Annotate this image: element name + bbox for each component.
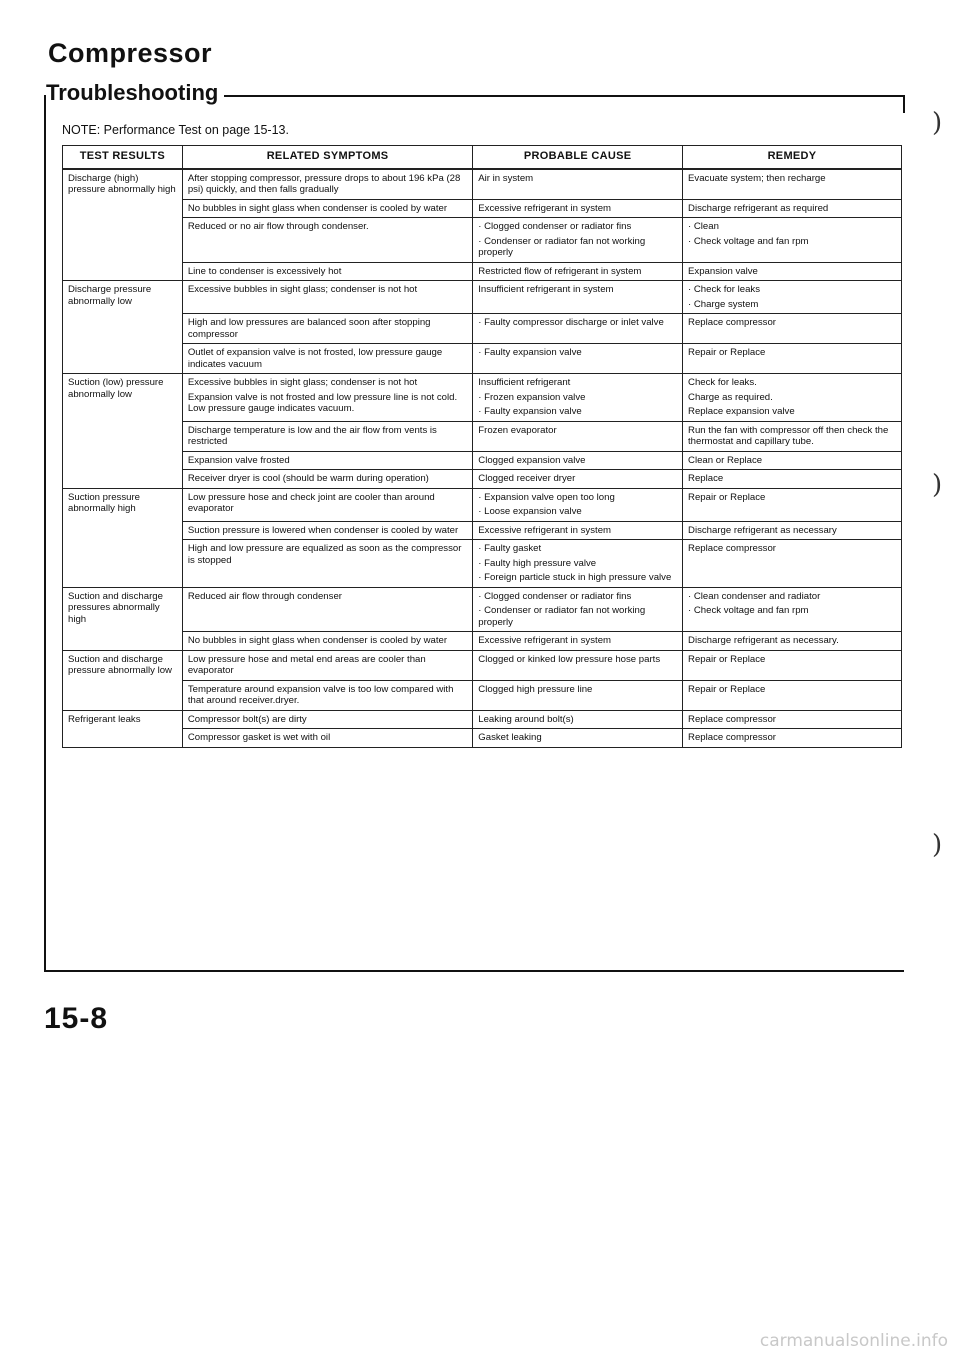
cell-line: Replace compressor [688, 713, 776, 725]
cell-line: Frozen evaporator [478, 424, 557, 436]
cell-line: · Faulty high pressure valve [478, 557, 597, 569]
remedy-cell [683, 650, 902, 680]
cause-cell [473, 344, 683, 374]
symptom-cell [182, 729, 472, 748]
cell-line: After stopping compressor, pressure drops to about 196 kPa (28 psi) quickly, and then falls gradually [187, 172, 461, 195]
cell-line: Clogged expansion valve [478, 454, 586, 466]
cell-line: High and low pressures are balanced soon after stopping compressor [187, 317, 431, 340]
cause-cell [473, 540, 683, 588]
table-row [63, 650, 902, 680]
cell-line: No bubbles in sight glass when condenser is cooled by water [187, 635, 448, 646]
symptom-cell [182, 199, 472, 218]
remedy-cell [683, 169, 902, 200]
cell-line: Excessive refrigerant in system [478, 202, 612, 214]
remedy-cell [683, 218, 902, 263]
symptom-cell [182, 470, 472, 489]
cell-line: Evacuate system; then recharge [688, 172, 826, 184]
cell-line: Compressor bolt(s) are dirty [187, 713, 307, 725]
remedy-cell [683, 587, 902, 632]
test-result-cell: Suction and discharge pressures abnormally high [63, 587, 183, 650]
test-result-cell: Discharge (high) pressure abnormally high [63, 169, 183, 281]
cell-line: · Condenser or radiator fan not working properly [478, 605, 646, 628]
table-row [63, 281, 902, 314]
binding-mark: ) [932, 108, 943, 138]
cause-cell [473, 262, 683, 281]
cell-line: Reduced or no air flow through condenser. [187, 221, 369, 232]
symptom-cell [182, 421, 472, 451]
binding-mark: ) [932, 830, 943, 860]
cell-line: Discharge refrigerant as required [688, 202, 829, 214]
cell-line: Excessive refrigerant in system [478, 524, 612, 536]
cell-line: Reduced air flow through condenser [187, 590, 342, 602]
binding-mark: ) [932, 470, 943, 500]
cell-line: · Check voltage and fan rpm [688, 605, 809, 616]
cell-line: High and low pressure are equalized as soon as the compressor is stopped [187, 543, 462, 566]
table-row [63, 169, 902, 200]
cell-line: · Check for leaks [688, 284, 760, 295]
remedy-cell [683, 314, 902, 344]
cell-line: Clean or Replace [688, 454, 763, 466]
table-row [63, 521, 902, 540]
symptom-cell [182, 632, 472, 651]
section-rule-left [44, 95, 46, 970]
table-header-row [63, 146, 902, 169]
remedy-cell [683, 680, 902, 710]
symptom-cell [182, 262, 472, 281]
cell-line: · Check voltage and fan rpm [688, 235, 809, 247]
header-probable-cause: PROBABLE CAUSE [473, 146, 683, 169]
cell-line: · Faulty compressor discharge or inlet valve [478, 317, 664, 328]
cell-line: Replace compressor [688, 732, 776, 743]
cell-line: Replace [688, 473, 724, 484]
header-test-results: TEST RESULTS [63, 146, 183, 169]
table-row [63, 262, 902, 281]
cell-line: Clogged high pressure line [478, 683, 593, 695]
cause-cell [473, 729, 683, 748]
remedy-cell [683, 540, 902, 588]
table-body [63, 169, 902, 748]
cell-line: Repair or Replace [688, 683, 766, 695]
cause-cell [473, 199, 683, 218]
remedy-cell [683, 470, 902, 489]
table-row [63, 470, 902, 489]
cell-line: · Clean [688, 221, 719, 232]
remedy-cell [683, 199, 902, 218]
troubleshooting-table [62, 145, 902, 748]
cause-cell [473, 587, 683, 632]
cell-line: Line to condenser is excessively hot [187, 265, 342, 277]
cell-line: Expansion valve frosted [187, 454, 290, 466]
table-row [63, 587, 902, 632]
cell-line: · Clean condenser and radiator [688, 590, 821, 602]
symptom-cell [182, 451, 472, 470]
remedy-cell [683, 632, 902, 651]
table-row [63, 540, 902, 588]
cell-line: · Frozen expansion valve [478, 391, 586, 403]
cell-line: Restricted flow of refrigerant in system [478, 265, 642, 277]
cell-line: Insufficient refrigerant [478, 377, 571, 388]
table-row [63, 421, 902, 451]
symptom-cell [182, 521, 472, 540]
symptom-cell [182, 540, 472, 588]
cell-line: Repair or Replace [688, 347, 766, 358]
cell-line: · Condenser or radiator fan not working properly [478, 235, 646, 258]
section-rule-bottom [44, 970, 904, 972]
test-result-cell: Suction (low) pressure abnormally low [63, 374, 183, 489]
symptom-cell [182, 680, 472, 710]
cell-line: · Foreign particle stuck in high pressure valve [478, 572, 672, 583]
cell-line: Receiver dryer is cool (should be warm during operation) [187, 473, 429, 484]
cell-line: No bubbles in sight glass when condenser is cooled by water [187, 202, 448, 214]
cause-cell [473, 314, 683, 344]
symptom-cell [182, 281, 472, 314]
header-related-symptoms: RELATED SYMPTOMS [182, 146, 472, 169]
cell-line: · Charge system [688, 298, 759, 310]
cause-cell [473, 632, 683, 651]
page-title: Compressor [48, 38, 213, 68]
symptom-cell [182, 218, 472, 263]
cell-line: Repair or Replace [688, 653, 766, 665]
cell-line: Repair or Replace [688, 491, 766, 503]
table-row [63, 488, 902, 521]
cause-cell [473, 281, 683, 314]
note-text: NOTE: Performance Test on page 15-13. [62, 123, 289, 137]
page-number: 15-8 [44, 1002, 109, 1035]
test-result-cell: Refrigerant leaks [63, 710, 183, 747]
remedy-cell [683, 451, 902, 470]
cell-line: Air in system [478, 172, 534, 184]
symptom-cell [182, 488, 472, 521]
symptom-cell [182, 169, 472, 200]
symptom-cell [182, 344, 472, 374]
table-row [63, 199, 902, 218]
cause-cell [473, 650, 683, 680]
table-row [63, 374, 902, 422]
remedy-cell [683, 488, 902, 521]
table-row [63, 680, 902, 710]
remedy-cell [683, 281, 902, 314]
cell-line: Low pressure hose and check joint are cooler than around evaporator [187, 491, 435, 514]
cell-line: Expansion valve is not frosted and low pressure line is not cold. Low pressure gauge indicates vacuum. [187, 391, 458, 414]
cell-line: Replace expansion valve [688, 406, 795, 417]
cell-line: · Faulty expansion valve [478, 406, 582, 417]
symptom-cell [182, 650, 472, 680]
table-row [63, 451, 902, 470]
symptom-cell [182, 374, 472, 422]
cell-line: Low pressure hose and metal end areas are cooler than evaporator [187, 653, 426, 676]
remedy-cell [683, 729, 902, 748]
cause-cell [473, 488, 683, 521]
cell-line: Leaking around bolt(s) [478, 713, 574, 725]
remedy-cell [683, 374, 902, 422]
cell-line: Excessive bubbles in sight glass; condenser is not hot [187, 377, 418, 388]
cell-line: · Faulty expansion valve [478, 347, 582, 358]
cause-cell [473, 421, 683, 451]
table-row [63, 344, 902, 374]
cell-line: · Clogged condenser or radiator fins [478, 221, 632, 232]
cell-line: Replace compressor [688, 317, 776, 328]
cause-cell [473, 680, 683, 710]
cell-line: Expansion valve [688, 265, 758, 277]
symptom-cell [182, 710, 472, 729]
cell-line: Replace compressor [688, 543, 776, 554]
symptom-cell [182, 587, 472, 632]
table-row [63, 218, 902, 263]
cell-line: Insufficient refrigerant in system [478, 284, 614, 295]
cell-line: · Expansion valve open too long [478, 491, 615, 503]
cause-cell [473, 451, 683, 470]
cell-line: Charge as required. [688, 391, 773, 403]
cell-line: Excessive refrigerant in system [478, 635, 612, 646]
table-row [63, 632, 902, 651]
cell-line: Suction pressure is lowered when condenser is cooled by water [187, 524, 459, 536]
cause-cell [473, 218, 683, 263]
section-title: Troubleshooting [46, 80, 224, 106]
test-result-cell: Discharge pressure abnormally low [63, 281, 183, 374]
cell-line: Gasket leaking [478, 732, 542, 743]
cell-line: Discharge refrigerant as necessary [688, 524, 837, 536]
remedy-cell [683, 262, 902, 281]
cause-cell [473, 470, 683, 489]
cell-line: Clogged or kinked low pressure hose parts [478, 653, 661, 665]
table-row [63, 710, 902, 729]
table-row [63, 314, 902, 344]
watermark-text: carmanualsonline.info [759, 1331, 948, 1351]
cell-line: · Loose expansion valve [478, 506, 582, 517]
cell-line: Excessive bubbles in sight glass; condenser is not hot [187, 284, 418, 295]
cell-line: Discharge refrigerant as necessary. [688, 635, 839, 646]
table-row [63, 729, 902, 748]
test-result-cell: Suction pressure abnormally high [63, 488, 183, 587]
remedy-cell [683, 421, 902, 451]
cause-cell [473, 169, 683, 200]
test-result-cell: Suction and discharge pressure abnormally low [63, 650, 183, 710]
header-remedy: REMEDY [683, 146, 902, 169]
remedy-cell [683, 521, 902, 540]
cell-line: Clogged receiver dryer [478, 473, 576, 484]
cell-line: Run the fan with compressor off then check the thermostat and capillary tube. [688, 424, 889, 447]
cell-line: · Clogged condenser or radiator fins [478, 590, 632, 602]
cause-cell [473, 521, 683, 540]
cell-line: Compressor gasket is wet with oil [187, 732, 331, 743]
cause-cell [473, 374, 683, 422]
cell-line: Outlet of expansion valve is not frosted, low pressure gauge indicates vacuum [187, 347, 443, 370]
symptom-cell [182, 314, 472, 344]
cell-line: · Faulty gasket [478, 543, 542, 554]
section-rule-right [903, 95, 905, 113]
cause-cell [473, 710, 683, 729]
remedy-cell [683, 344, 902, 374]
cell-line: Check for leaks. [688, 377, 757, 388]
section-rule-top [108, 95, 904, 97]
cell-line: Discharge temperature is low and the air flow from vents is restricted [187, 424, 437, 447]
cell-line: Temperature around expansion valve is too low compared with that around receiver.dryer. [187, 683, 454, 706]
remedy-cell [683, 710, 902, 729]
